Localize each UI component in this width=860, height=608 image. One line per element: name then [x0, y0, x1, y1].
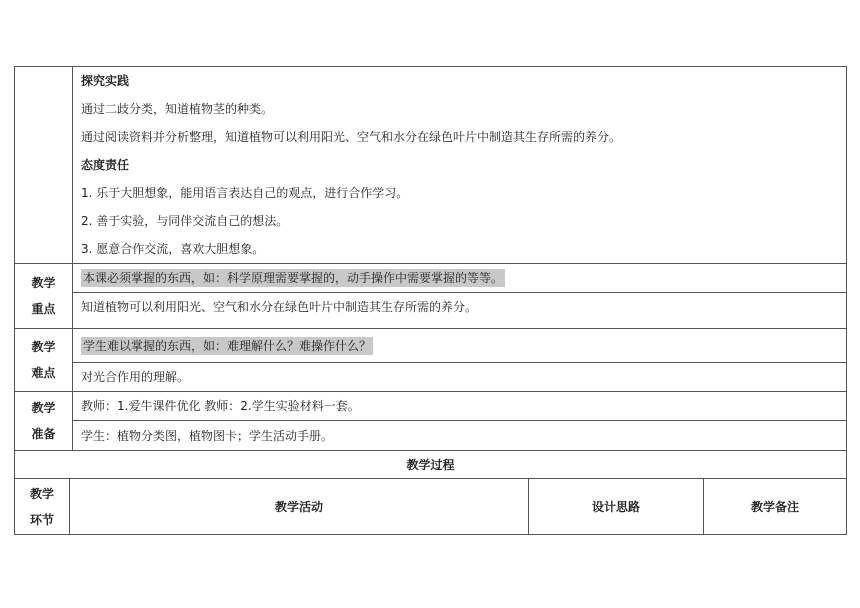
- practice-heading: 探究实践: [81, 74, 130, 88]
- difficulties-hint-cell: [73, 329, 847, 363]
- key-points-label: 教学 重点: [15, 264, 73, 329]
- objectives-content-cell: [73, 67, 847, 264]
- key-points-content-cell: [73, 293, 847, 329]
- process-stage-header: 教学 环节: [15, 479, 70, 535]
- difficulties-label: 教学 难点: [15, 329, 73, 392]
- key-points-hint-cell: [73, 264, 847, 293]
- preparation-student-cell: [73, 421, 847, 451]
- difficulties-content: 对光合作用的理解。: [81, 370, 190, 384]
- practice-item-2: 通过阅读资料并分析整理，知道植物可以利用阳光、空气和水分在绿色叶片中制造其生存所需的养分。: [81, 130, 622, 144]
- process-activity-header: 教学活动: [70, 479, 529, 535]
- preparation-label: 教学 准备: [15, 392, 73, 451]
- difficulties-row-1: [15, 329, 847, 363]
- preparation-teacher: 教师：1.爱牛课件优化 教师：2.学生实验材料一套。: [81, 399, 360, 413]
- key-points-row-1: [15, 264, 847, 293]
- key-points-row-2: [15, 293, 847, 329]
- objectives-row: [15, 67, 847, 264]
- process-design-header: 设计思路: [529, 479, 704, 535]
- process-notes-header: 教学备注: [704, 479, 847, 535]
- lesson-plan-table: [14, 66, 847, 535]
- key-points-content: 知道植物可以利用阳光、空气和水分在绿色叶片中制造其生存所需的养分。: [81, 300, 478, 314]
- attitude-item-1: 1. 乐于大胆想象，能用语言表达自己的观点，进行合作学习。: [81, 186, 409, 200]
- objectives-label-cell: [15, 67, 73, 264]
- process-title-row: [15, 451, 847, 479]
- key-points-hint: 本课必须掌握的东西，如：科学原理需要掌握的，动手操作中需要掌握的等等。: [83, 271, 504, 285]
- process-title: 教学过程: [15, 451, 847, 479]
- preparation-teacher-cell: [73, 392, 847, 421]
- preparation-row-2: [15, 421, 847, 451]
- difficulties-row-2: [15, 363, 847, 392]
- practice-item-1: 通过二歧分类，知道植物茎的种类。: [81, 102, 274, 116]
- attitude-item-2: 2. 善于实验，与同伴交流自己的想法。: [81, 214, 289, 228]
- attitude-heading: 态度责任: [81, 158, 130, 172]
- preparation-row-1: [15, 392, 847, 421]
- difficulties-hint: 学生难以掌握的东西，如：难理解什么？难操作什么？: [83, 338, 372, 353]
- process-header-row: [15, 479, 847, 535]
- preparation-student: 学生：植物分类图，植物图卡；学生活动手册。: [81, 428, 334, 443]
- attitude-item-3: 3. 愿意合作交流，喜欢大胆想象。: [81, 242, 265, 256]
- difficulties-content-cell: [73, 363, 847, 392]
